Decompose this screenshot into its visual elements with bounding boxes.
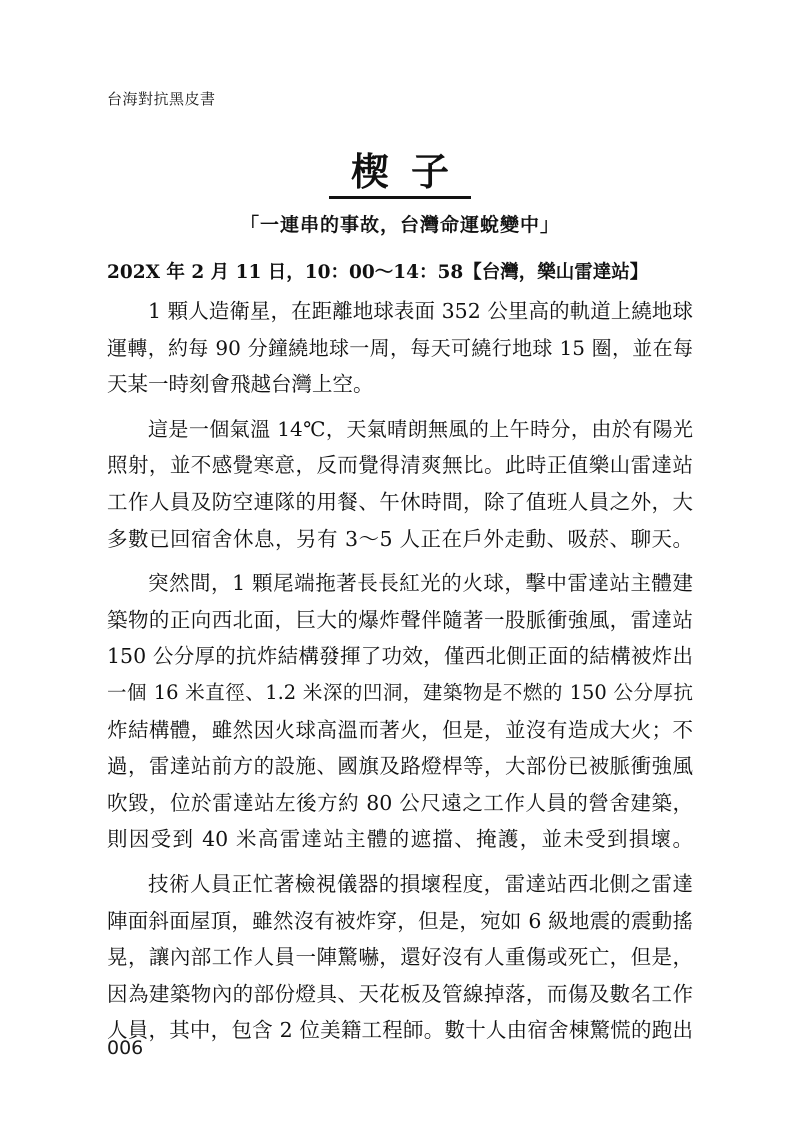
paragraph-line: 則因受到 40 米高雷達站主體的遮擋、掩護，並未受到損壞。: [107, 827, 693, 852]
body-text: [107, 293, 693, 1057]
chapter-title-text: 楔子: [329, 150, 471, 199]
paragraph-line: 人員，其中，包含 2 位美籍工程師。數十人由宿舍棟驚慌的跑出: [107, 1018, 693, 1043]
paragraph-line: 技術人員正忙著檢視儀器的損壞程度，雷達站西北側之雷達: [148, 871, 693, 896]
paragraph-line: 這是一個氣溫 14℃，天氣晴朗無風的上午時分，由於有陽光: [148, 416, 693, 441]
chapter-title: [0, 150, 800, 199]
paragraph-line: 吹毀，位於雷達站左後方約 80 公尺遠之工作人員的營舍建築，: [107, 790, 693, 815]
paragraph-line: 炸結構體，雖然因火球高溫而著火，但是，並沒有造成大火；不: [107, 717, 693, 742]
paragraph-2: [107, 411, 693, 557]
running-header-book-title: 台海對抗黑皮書: [107, 90, 216, 108]
paragraph-line: 晃，讓內部工作人員一陣驚嚇，還好沒有人重傷或死亡，但是，: [107, 945, 693, 970]
paragraph-1: [107, 293, 693, 403]
paragraph-line: 過，雷達站前方的設施、國旗及路燈桿等，大部份已被脈衝強風: [107, 754, 693, 779]
paragraph-line: 陣面斜面屋頂，雖然沒有被炸穿，但是，宛如 6 級地震的震動搖: [107, 908, 693, 933]
chapter-subtitle: 「一連串的事故，台灣命運蛻變中」: [239, 214, 560, 236]
paragraph-4: [107, 866, 693, 1049]
page-number: 006: [107, 1037, 144, 1059]
paragraph-line: 因為建築物內的部份燈具、天花板及管線掉落，而傷及數名工作: [107, 981, 693, 1006]
section-dateline: 202X 年 2 月 11 日，10：00～14：58【台灣，樂山雷達站】: [107, 262, 649, 283]
paragraph-line: 天某一時刻會飛越台灣上空。: [107, 372, 374, 397]
paragraph-line: 1 顆人造衛星，在距離地球表面 352 公里高的軌道上繞地球: [148, 299, 693, 323]
paragraph-line: 工作人員及防空連隊的用餐、午休時間，除了值班人員之外，大: [107, 489, 693, 514]
paragraph-3: [107, 565, 693, 858]
paragraph-line: 150 公分厚的抗炸結構發揮了功效，僅西北側正面的結構被炸出: [107, 644, 693, 669]
paragraph-line: 照射，並不感覺寒意，反而覺得清爽無比。此時正值樂山雷達站: [107, 453, 693, 478]
paragraph-line: 多數已回宿舍休息，另有 3～5 人正在戶外走動、吸菸、聊天。: [107, 526, 693, 551]
paragraph-line: 運轉，約每 90 分鐘繞地球一周，每天可繞行地球 15 圈，並在每: [107, 335, 693, 360]
paragraph-line: 突然間，1 顆尾端拖著長長紅光的火球，擊中雷達站主體建: [148, 571, 693, 596]
paragraph-line: 一個 16 米直徑、1.2 米深的凹洞，建築物是不燃的 150 公分厚抗: [107, 680, 693, 704]
paragraph-line: 築物的正向西北面，巨大的爆炸聲伴隨著一股脈衝強風，雷達站: [107, 607, 693, 632]
